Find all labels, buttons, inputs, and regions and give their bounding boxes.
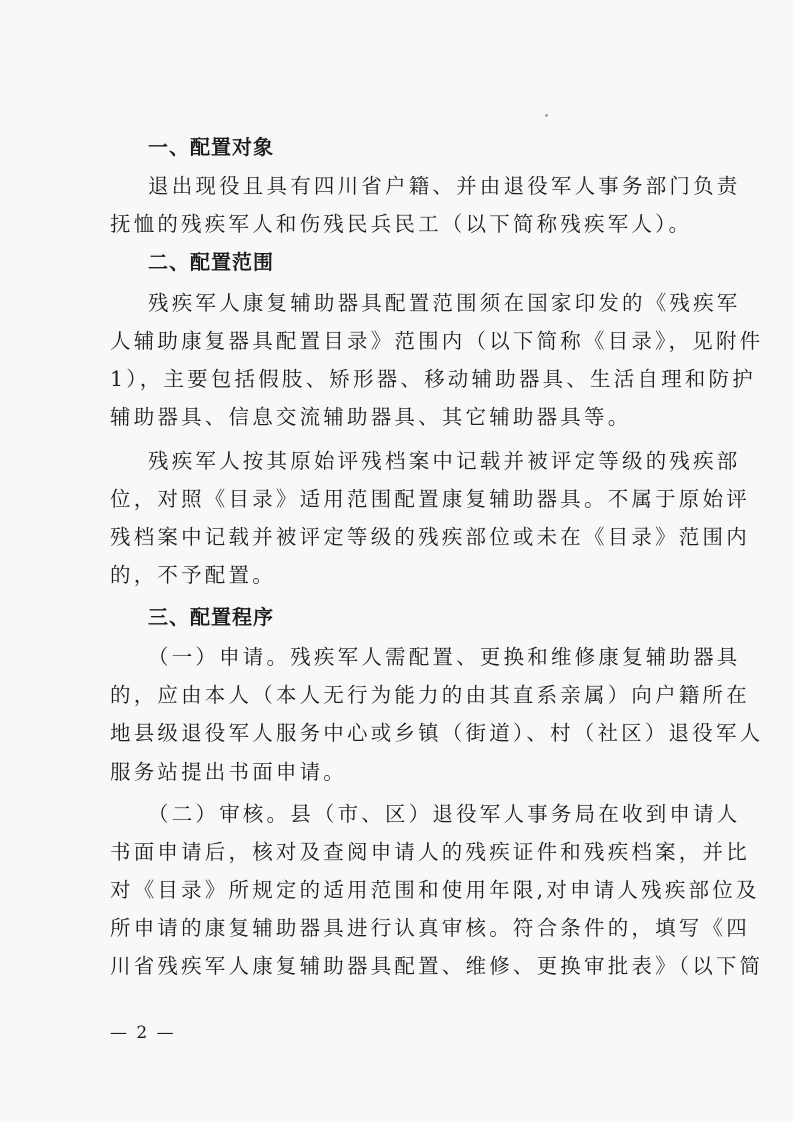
paragraph-line: 残档案中记载并被评定等级的残疾部位或未在《目录》范围内 xyxy=(110,525,750,549)
paragraph-line: （二）审核。县（市、区）退役军人事务局在收到申请人 xyxy=(148,802,741,826)
paragraph-line: 抚恤的残疾军人和伤残民兵民工（以下简称残疾军人）。 xyxy=(110,212,693,236)
paragraph-line: 辅助器具、信息交流辅助器具、其它辅助器具等。 xyxy=(110,405,632,429)
paragraph-line: 退出现役且具有四川省户籍、并由退役军人事务部门负责 xyxy=(148,174,741,198)
paragraph-line: 1），主要包括假肢、矫形器、移动辅助器具、生活自理和防护 xyxy=(110,367,756,391)
section-heading-1: 一、配置对象 xyxy=(148,135,274,159)
paragraph-line: 所申请的康复辅助器具进行认真审核。符合条件的，填写《四 xyxy=(110,916,750,940)
paragraph-line: 地县级退役军人服务中心或乡镇（街道）、村（社区）退役军人 xyxy=(110,721,764,745)
page-number: — 2 — xyxy=(110,1023,176,1043)
paragraph-line: 的，应由本人（本人无行为能力的由其直系亲属）向户籍所在 xyxy=(110,683,750,707)
paragraph-line: 对《目录》所规定的适用范围和使用年限,对申请人残疾部位及 xyxy=(110,878,760,902)
paragraph-line: 残疾军人按其原始评残档案中记载并被评定等级的残疾部 xyxy=(148,449,741,473)
paragraph-line: 川省残疾军人康复辅助器具配置、维修、更换审批表》（以下简 xyxy=(110,954,764,978)
paragraph-line: （一）申请。残疾军人需配置、更换和维修康复辅助器具 xyxy=(148,645,741,669)
paragraph-line: 位，对照《目录》适用范围配置康复辅助器具。不属于原始评 xyxy=(110,487,750,511)
section-heading-2: 二、配置范围 xyxy=(148,250,274,274)
scan-speck xyxy=(544,113,548,117)
paragraph-line: 服务站提出书面申请。 xyxy=(110,760,347,784)
paragraph-line: 残疾军人康复辅助器具配置范围须在国家印发的《残疾军 xyxy=(148,291,741,315)
paragraph-line: 人辅助康复器具配置目录》范围内（以下简称《目录》，见附件 xyxy=(110,329,764,353)
paragraph-line: 的，不予配置。 xyxy=(110,563,276,587)
paragraph-line: 书面申请后，核对及查阅申请人的残疾证件和残疾档案，并比 xyxy=(110,840,750,864)
section-heading-3: 三、配置程序 xyxy=(148,605,274,629)
